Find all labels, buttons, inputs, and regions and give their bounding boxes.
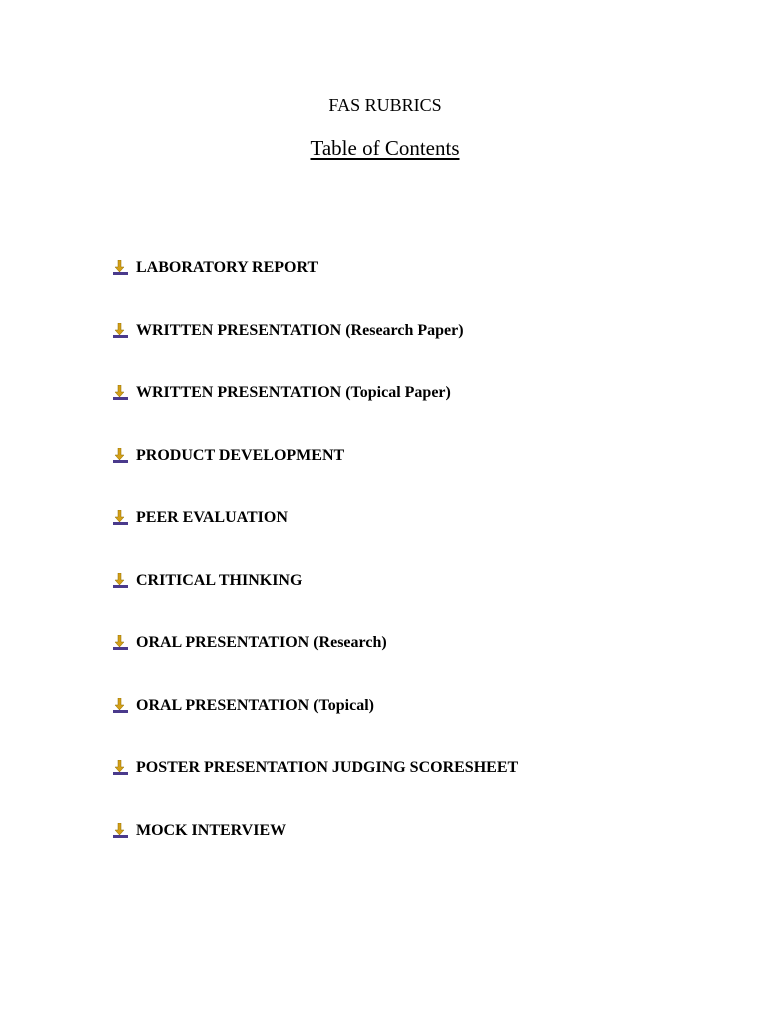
toc-item-label: POSTER PRESENTATION JUDGING SCORESHEET xyxy=(136,759,519,776)
toc-item xyxy=(113,570,518,592)
arrow-down-bullet-icon xyxy=(113,510,128,526)
arrow-down-bullet-icon xyxy=(113,573,128,589)
arrow-down-bullet-icon xyxy=(113,823,128,839)
arrow-down-bullet-icon xyxy=(113,448,128,464)
toc-item xyxy=(113,695,518,717)
toc-item xyxy=(113,382,518,404)
document-title: FAS RUBRICS xyxy=(328,95,442,115)
arrow-down-bullet-icon xyxy=(113,385,128,401)
toc-item xyxy=(113,507,518,529)
toc-item-label: ORAL PRESENTATION (Research) xyxy=(136,634,387,651)
toc-item-label: MOCK INTERVIEW xyxy=(136,821,287,839)
arrow-down-bullet-icon xyxy=(113,760,128,776)
toc-item xyxy=(113,257,518,279)
toc-item xyxy=(113,320,518,342)
toc-item xyxy=(113,757,518,779)
arrow-down-bullet-icon xyxy=(113,323,128,339)
toc-item-label: ORAL PRESENTATION (Topical) xyxy=(136,696,374,714)
toc-item-label: CRITICAL THINKING xyxy=(136,571,303,589)
arrow-down-bullet-icon xyxy=(113,260,128,276)
toc-item-label: PEER EVALUATION xyxy=(136,509,288,526)
toc-item-label: WRITTEN PRESENTATION (Topical Paper) xyxy=(136,384,451,401)
toc-list xyxy=(113,257,518,882)
arrow-down-bullet-icon xyxy=(113,698,128,714)
toc-item xyxy=(113,820,518,842)
toc-item-label: WRITTEN PRESENTATION (Research Paper) xyxy=(136,321,464,339)
document-subtitle xyxy=(0,135,770,161)
table-of-contents-heading: Table of Contents xyxy=(310,136,460,160)
toc-item-label: LABORATORY REPORT xyxy=(136,259,319,276)
arrow-down-bullet-icon xyxy=(113,635,128,651)
toc-item-label: PRODUCT DEVELOPMENT xyxy=(136,446,345,464)
toc-item xyxy=(113,445,518,467)
toc-item xyxy=(113,632,518,654)
